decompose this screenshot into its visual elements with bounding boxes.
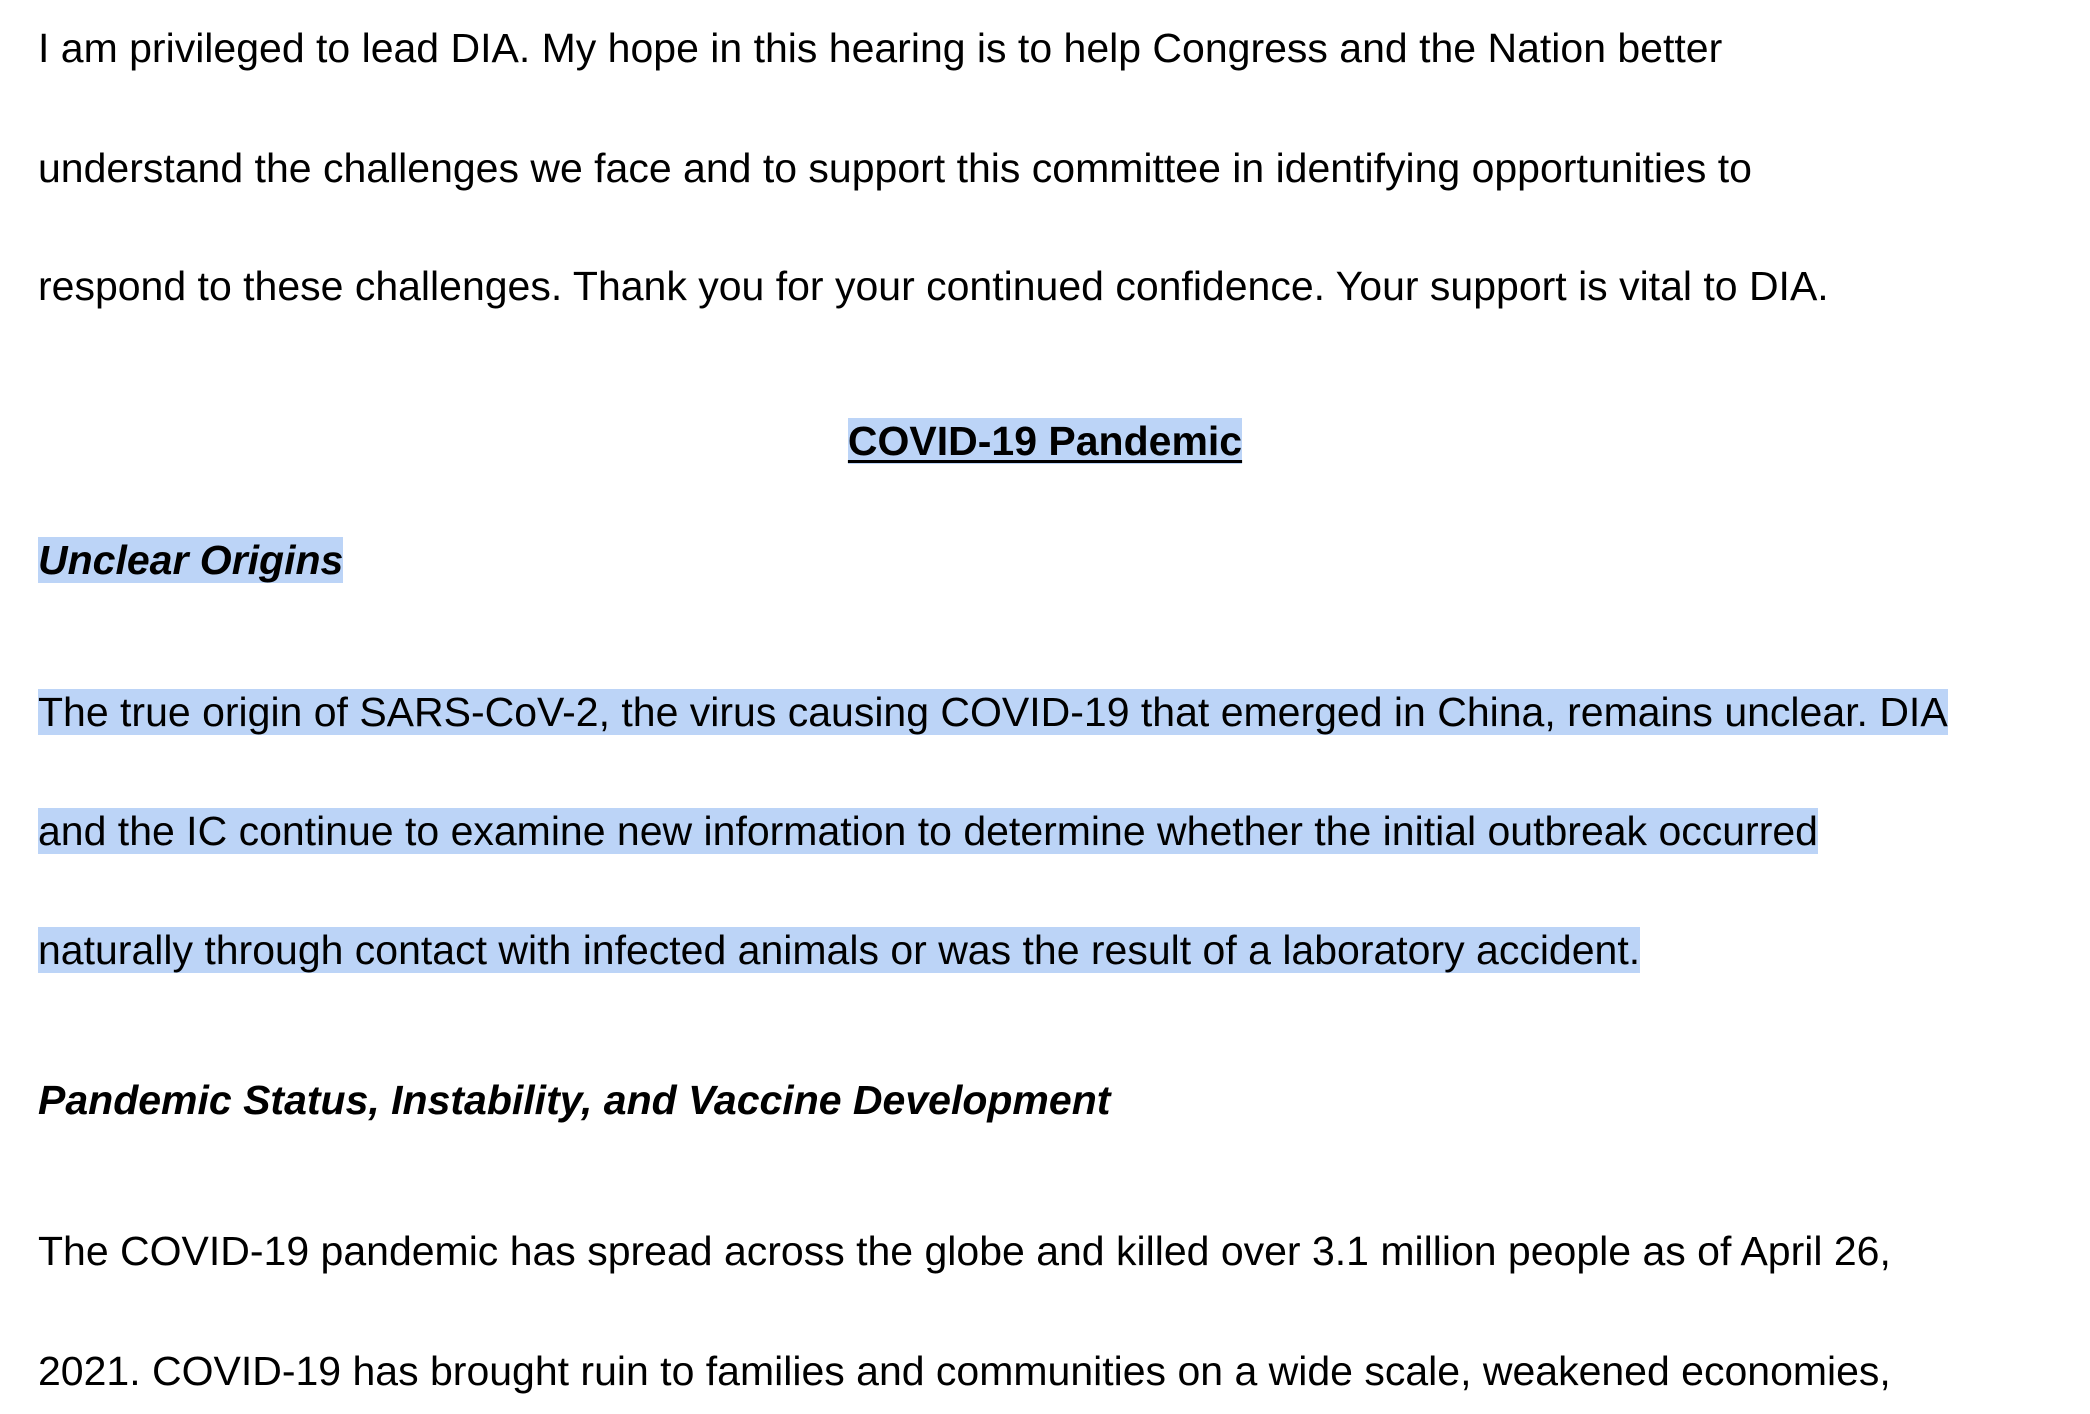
status-heading	[38, 1074, 1110, 1126]
origins-line-1	[38, 686, 1948, 738]
origins-heading	[38, 534, 343, 586]
intro-line-3	[38, 260, 1829, 312]
origins-heading-text: Unclear Origins	[38, 537, 344, 583]
status-heading-text: Pandemic Status, Instability, and Vaccine Development	[38, 1077, 1111, 1123]
status-line-2	[38, 1345, 1891, 1397]
intro-line-1-text: I am privileged to lead DIA. My hope in this hearing is to help Congress and the Nation better	[38, 25, 1723, 71]
section-title-text: COVID-19 Pandemic	[847, 418, 1243, 464]
intro-line-3-text: respond to these challenges. Thank you for your continued confidence. Your support is vital to DIA.	[38, 263, 1829, 309]
origins-line-3-text: naturally through contact with infected animals or was the result of a laboratory accident.	[38, 927, 1641, 973]
intro-line-2	[38, 142, 1752, 194]
status-line-1	[38, 1225, 1891, 1277]
origins-line-1-text: The true origin of SARS-CoV-2, the virus causing COVID-19 that emerged in China, remains unclear. DIA	[38, 689, 1948, 735]
intro-line-1	[38, 22, 1722, 74]
origins-line-3	[38, 924, 1640, 976]
origins-line-2	[38, 805, 1818, 857]
status-line-1-text: The COVID-19 pandemic has spread across the globe and killed over 3.1 million people as of April 26,	[38, 1228, 1891, 1274]
origins-line-2-text: and the IC continue to examine new information to determine whether the initial outbreak occurred	[38, 808, 1818, 854]
intro-line-2-text: understand the challenges we face and to support this committee in identifying opportunities to	[38, 145, 1752, 191]
section-title	[0, 415, 2090, 467]
status-line-2-text: 2021. COVID-19 has brought ruin to families and communities on a wide scale, weakened economies,	[38, 1348, 1891, 1394]
